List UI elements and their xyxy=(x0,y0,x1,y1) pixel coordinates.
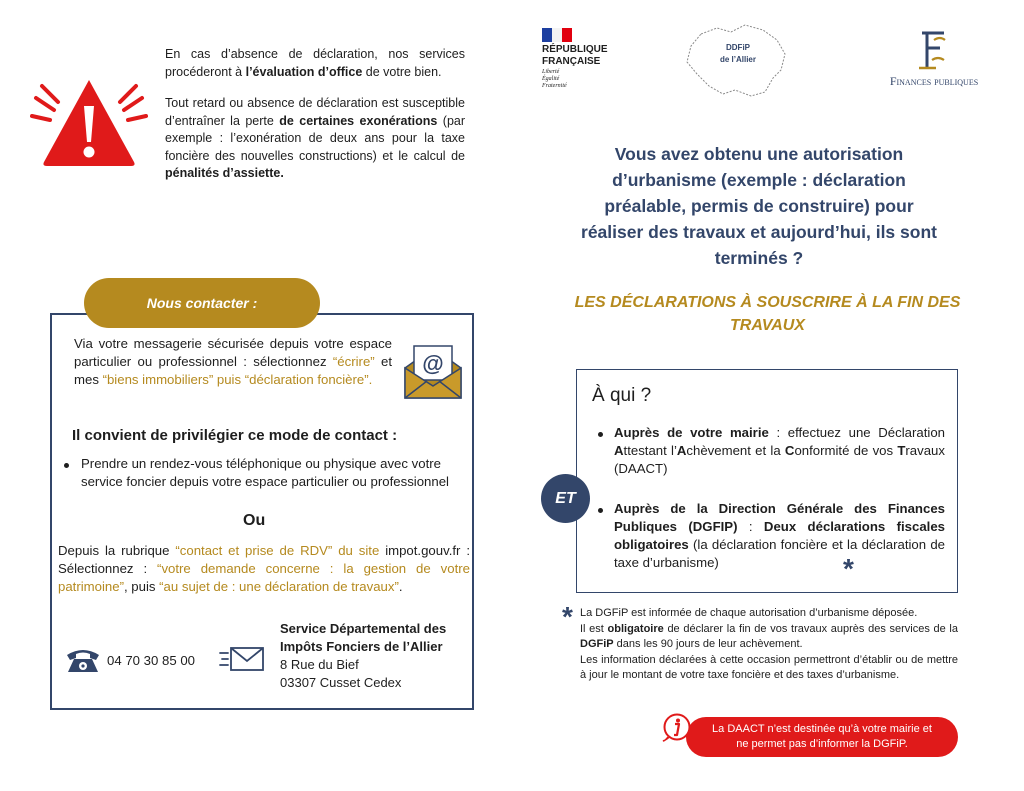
svg-text:@: @ xyxy=(422,351,444,376)
rf-motto-3: Fraternité xyxy=(542,83,567,89)
bullet-dot xyxy=(598,508,603,513)
service-name: Service Départemental des Impôts Fonciers de l’Allier xyxy=(280,621,447,654)
phone-number: 04 70 30 85 00 xyxy=(107,653,195,668)
et-badge: ET xyxy=(541,474,590,523)
daact-info-text: La DAACT n’est destinée qu’à votre mairie et ne permet pas d’informer la DGFiP. xyxy=(712,723,932,750)
rf-line1: RÉPUBLIQUE xyxy=(542,44,608,55)
privilege-heading: Il convient de privilégier ce mode de contact : xyxy=(72,427,398,444)
footnote-line1: La DGFiP est informée de chaque autorisation d’urbanisme déposée. xyxy=(580,607,918,619)
rf-motto-1: Liberté xyxy=(542,69,560,75)
warning-text: En cas d’absence de déclaration, nos services procéderont à l’évaluation d’office de votre bien. Tout retard ou absence de déclaration est susceptible d’entraîner la perte de certaines exonérations (par exemple : l’exonération de deux ans pour la taxe foncière des nouvelles constructions) et le calcul de pénalités d’assiette. xyxy=(165,47,466,180)
main-question: Vous avez obtenu une autorisation d’urbanisme (exemple : déclaration préalable, permis de construire) pour réaliser des travaux et aujourd’hui, ils sont terminés ? xyxy=(581,144,937,268)
footnote-line3: Les information déclarées à cette occasion permettront d’établir ou de mettre à jour le montant de votre taxe foncière et des taxes d’urbanisme. xyxy=(580,653,958,681)
online-rubric-text: Depuis la rubrique “contact et prise de RDV” du site impot.gouv.fr : Sélectionnez : “votre demande concerne : la gestion de votre patrimoine”, puis “au sujet de : une déclaration de travaux”. xyxy=(58,543,470,594)
mail-icon xyxy=(219,645,265,673)
footnote-text xyxy=(580,606,958,684)
email-envelope-icon xyxy=(402,340,464,402)
bullet-dot xyxy=(64,463,69,468)
aqui-heading: À qui ? xyxy=(592,385,652,406)
appointment-text: Prendre un rendez-vous téléphonique ou physique avec votre service foncier depuis votre espace particulier ou professionnel xyxy=(81,456,449,489)
contact-heading: Nous contacter : xyxy=(84,278,320,328)
bullet-dot xyxy=(598,432,603,437)
service-address xyxy=(280,620,470,692)
phone-icon xyxy=(65,645,101,673)
declarations-heading: LES DÉCLARATIONS À SOUSCRIRE À LA FIN DES TRAVAUX xyxy=(574,294,961,334)
mairie-item: Auprès de votre mairie : effectuez une Déclaration Attestant l’Achèvement et la Conformité de vos Travaux (DAACT) xyxy=(614,425,945,476)
warning-icon xyxy=(30,76,148,168)
daact-info-banner xyxy=(686,717,958,757)
info-icon xyxy=(662,712,692,742)
ddfip-label xyxy=(703,42,773,66)
dgfip-item: Auprès de la Direction Générale des Finances Publiques (DGFIP) : Deux déclarations fiscales obligatoires (la déclaration foncière et la déclaration de taxe d’urbanisme) xyxy=(614,501,946,570)
messaging-instructions: Via votre messagerie sécurisée depuis votre espace particulier ou professionnel : sélectionnez “écrire” et mes “biens immobiliers” puis “déclaration foncière”. xyxy=(74,336,392,387)
ddfip-line2: de l’Allier xyxy=(719,55,756,64)
rf-motto-2: Égalité xyxy=(542,76,560,82)
finances-publiques-emblem xyxy=(914,30,950,70)
asterisk-mark: * xyxy=(843,553,854,584)
republique-francaise-logo xyxy=(542,28,632,90)
rf-line2: FRANÇAISE xyxy=(542,56,601,67)
footnote-line2: Il est obligatoire de déclarer la fin de vos travaux auprès des services de la DGFiP dans les 90 jours de leur achèvement. xyxy=(580,622,958,650)
finances-publiques-wordmark: Finances publiques xyxy=(889,74,979,88)
impot-gouv-link[interactable]: impot.gouv.fr xyxy=(385,543,461,558)
marianne-flag xyxy=(542,28,572,42)
footnote-asterisk: * xyxy=(562,601,573,632)
address-street: 8 Rue du Bief xyxy=(280,657,359,672)
address-city: 03307 Cusset Cedex xyxy=(280,675,402,690)
ddfip-line1: DDFiP xyxy=(726,43,750,52)
or-separator: Ou xyxy=(243,512,266,529)
